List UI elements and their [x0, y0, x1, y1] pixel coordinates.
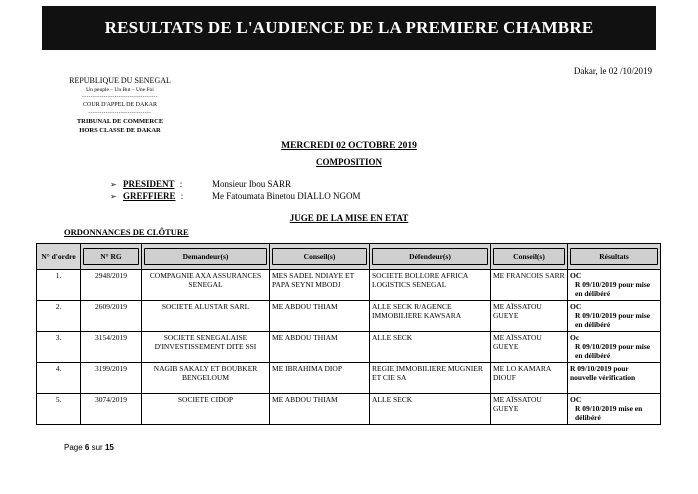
cell-rg: 3074/2019 — [81, 394, 142, 425]
col-header-demandeur-label: Demandeur(s) — [144, 248, 267, 265]
greffiere-line — [110, 191, 183, 201]
table-header-row — [37, 244, 661, 270]
president-label: PRESIDENT — [122, 179, 175, 189]
court-name: COUR D'APPEL DE DAKAR — [82, 102, 158, 108]
result-line2: R 09/10/2019 pour mise en délibéré — [575, 342, 651, 360]
cell-conseil: ME IBRAHIMA DIOP — [270, 363, 370, 394]
col-header-defendeur — [370, 244, 491, 270]
cell-conseil: ME ABDOU THIAM — [270, 301, 370, 332]
table-row — [37, 394, 661, 425]
col-header-conseil — [270, 244, 370, 270]
cell-conseil: ME ABDOU THIAM — [270, 394, 370, 425]
result-line1: OC — [570, 271, 582, 280]
cell-conseil-def: ME AÏSSATOU GUEYE — [491, 332, 568, 363]
national-motto: Un peuple – Un But – Une Foi — [86, 86, 154, 93]
cell-result — [568, 394, 661, 425]
cell-demandeur: COMPAGNIE AXA ASSURANCES SENEGAL — [142, 270, 270, 301]
result-line2: R 09/10/2019 pour mise en délibéré — [575, 280, 651, 298]
cell-conseil-def: ME LO KAMARA DIOUF — [491, 363, 568, 394]
arrow-bullet-icon: ➢ — [110, 192, 117, 201]
page-sur: sur — [91, 443, 103, 452]
divider: ----------------------------- — [88, 110, 152, 116]
republic-name: REPUBLIQUE DU SENEGAL — [69, 76, 171, 85]
col-header-ordre: N° d'ordre — [37, 244, 81, 270]
greffiere-label: GREFFIERE — [122, 191, 176, 201]
cell-conseil: MES SADEL NDIAYE ET PAPA SEYNI MBODJ — [270, 270, 370, 301]
cell-conseil-def: ME AÏSSATOU GUEYE — [491, 394, 568, 425]
colon: : — [179, 179, 183, 189]
colon: : — [180, 191, 184, 201]
result-line1: OC — [570, 302, 582, 311]
result-line2: R 09/10/2019 pour mise en délibéré — [575, 311, 651, 329]
document-date: Dakar, le 02 /10/2019 — [573, 66, 652, 76]
col-header-resultats — [568, 244, 661, 270]
section-title: JUGE DE LA MISE EN ETAT — [289, 213, 409, 223]
cell-demandeur: SOCIETE ALUSTAR SARL — [142, 301, 270, 332]
cell-result — [568, 332, 661, 363]
result-line1: Oc — [570, 333, 580, 342]
col-header-rg — [81, 244, 142, 270]
result-line2: R 09/10/2019 mise en délibéré — [575, 404, 643, 422]
cell-result — [568, 363, 661, 394]
cell-demandeur: SOCIETE SENEGALAISE D'INVESTISSEMENT DITE SSI — [142, 332, 270, 363]
greffiere-name: Me Fatoumata Binetou DIALLO NGOM — [212, 191, 361, 201]
cell-num: 2. — [37, 301, 81, 332]
cell-num: 4. — [37, 363, 81, 394]
cell-demandeur: NAGIB SAKALY ET BOUBKER BENGELOUM — [142, 363, 270, 394]
table-row — [37, 363, 661, 394]
session-day: MERCREDI 02 OCTOBRE 2019 — [281, 141, 417, 151]
cell-conseil: ME ABDOU THIAM — [270, 332, 370, 363]
cell-result — [568, 270, 661, 301]
col-header-conseil-def-label: Conseil(s) — [493, 248, 565, 265]
table-row — [37, 270, 661, 301]
composition-heading: COMPOSITION — [315, 157, 382, 167]
col-header-resultats-label: Résultats — [570, 248, 658, 265]
cell-conseil-def: ME AÏSSATOU GUEYE — [491, 301, 568, 332]
result-line1: OC — [570, 395, 582, 404]
letterhead — [40, 76, 200, 136]
cell-defendeur: ALLE SECK — [370, 332, 491, 363]
cell-result — [568, 301, 661, 332]
cell-rg: 3154/2019 — [81, 332, 142, 363]
page-total: 15 — [104, 443, 114, 452]
subsection-title: ORDONNANCES DE CLÔTURE — [64, 227, 189, 237]
cell-num: 1. — [37, 270, 81, 301]
page-number: 6 — [84, 443, 90, 452]
col-header-defendeur-label: Défendeur(s) — [372, 248, 488, 265]
president-name: Monsieur Ibou SARR — [212, 179, 292, 189]
cell-rg: 3199/2019 — [81, 363, 142, 394]
cell-conseil-def: ME FRANCOIS SARR — [491, 270, 568, 301]
tribunal-name-line2: HORS CLASSE DE DAKAR — [79, 127, 161, 134]
tribunal-name-line1: TRIBUNAL DE COMMERCE — [76, 117, 164, 125]
cell-defendeur: REGIE IMMOBILIERE MUGNIER ET CIE SA — [370, 363, 491, 394]
page-footer — [64, 443, 114, 452]
table-row — [37, 332, 661, 363]
page-word: Page — [64, 443, 83, 452]
cell-demandeur: SOCIETE CIDOP — [142, 394, 270, 425]
table-row — [37, 301, 661, 332]
result-line1: R 09/10/2019 pour — [570, 364, 629, 373]
page-banner: RESULTATS DE L'AUDIENCE DE LA PREMIERE CHAMBRE — [42, 6, 656, 50]
col-header-rg-label: N° RG — [83, 248, 139, 265]
cell-defendeur: ALLE SECK — [370, 394, 491, 425]
result-line2: nouvelle vérification — [570, 373, 636, 382]
divider: ----------------------------------- — [82, 95, 158, 100]
cell-num: 5. — [37, 394, 81, 425]
cell-defendeur: SOCIETE BOLLORE AFRICA LOGISTICS SENEGAL — [370, 270, 491, 301]
cell-rg: 2948/2019 — [81, 270, 142, 301]
cell-defendeur: ALLE SECK R/AGENCE IMMOBILIERE KAWSARA — [370, 301, 491, 332]
cell-rg: 2609/2019 — [81, 301, 142, 332]
col-header-conseil-label: Conseil(s) — [272, 248, 367, 265]
results-table — [36, 243, 661, 425]
col-header-demandeur — [142, 244, 270, 270]
cell-num: 3. — [37, 332, 81, 363]
arrow-bullet-icon: ➢ — [110, 180, 117, 189]
president-line — [110, 179, 182, 189]
col-header-conseil-def — [491, 244, 568, 270]
